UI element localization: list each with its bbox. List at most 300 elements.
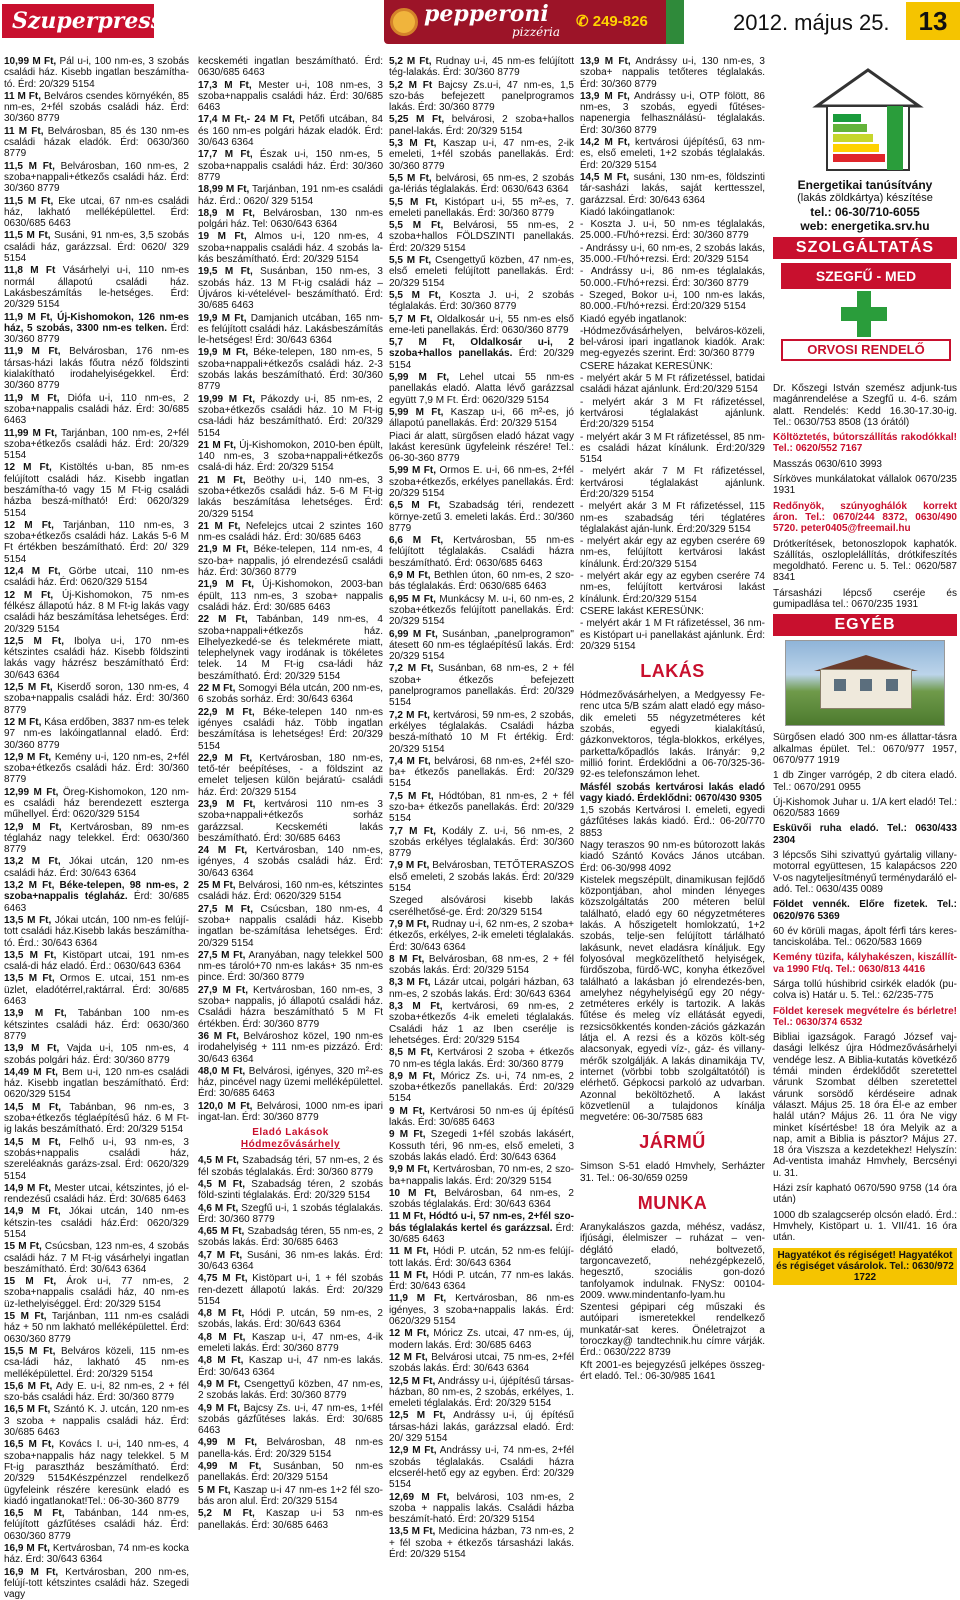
ad-text: Belvárosban, 176 nm-es társas-házi lakás főutra néző földszinti kialakítható irodahelyiségekkel. Érd: 30/360 8779 (4, 346, 190, 392)
classified-ad (389, 756, 574, 790)
ad-price: 48,0 M Ft, (198, 1065, 246, 1077)
ad-price: 9,9 M Ft, (389, 1164, 430, 1176)
ad-text: Kertvárosi 2 szoba + étkezős 70 nm-es tégla lakás. Érd: 30/360 8779 (389, 1047, 574, 1070)
ad-price: 9 M Ft, (389, 1129, 426, 1141)
ad-text: Belvárosban, TETŐTERASZOS első emeleti, 2 szobás lakás. Érd: 20/329 5154 (389, 860, 574, 895)
classified-ad (580, 618, 765, 652)
classified-ad (4, 636, 189, 681)
ad-text: Rudnay u-i, 45 nm-es felújított tég-lalakás. Érd: 30/360 8779 (389, 56, 574, 79)
ad-text: Új-Kishomokon, 2003-ban épült, 113 nm-es, 3 szoba+ nappalis családi ház. Érd: 30/685 6463 (198, 579, 383, 613)
classified-ad (198, 985, 383, 1030)
classified-ad (198, 149, 383, 183)
ad-text: Kovács I. u-i, 140 nm-es, 4 szoba+nappalis ház nagy telekkel. 5 M Ft-ig parasztház beszámítható. Érd: 20/329 5154Készpénzzel rendelkező ügyfeleink részére keresünk eladó es kiadó ingatlanokat!Tel.: 06-30-360 8779 (4, 1439, 189, 1507)
ad-text: Béke-telepen, 114 nm-es, 4 szo-ba+ nappalis, jó elrendezésű családi ház. Érd: 30/360 8779 (198, 544, 383, 579)
classified-ad (198, 114, 383, 148)
ad-price: 7,5 M Ft, (389, 790, 434, 802)
banner-phone: ✆ 249-826 (576, 13, 648, 30)
ad-text: Mester utcai, kétszintes, jó el-rendezésű családi ház. Érd: 30/685 6463 (4, 1182, 189, 1206)
ad-text: Szabadság téren, 55 nm-es, 2 szobás lakás. Érd: 30/685 6463 (198, 1226, 384, 1249)
classified-ad (4, 1381, 189, 1404)
ad-price: 16,9 M Ft, (4, 1543, 50, 1554)
ad-foldet: Földet vennék. Előre fizetek. Tel.: 0620/976 5369 (773, 899, 957, 922)
classified-ad (389, 407, 574, 430)
banner-decoration (666, 0, 684, 44)
classified-ad (4, 1043, 189, 1066)
ad-jarmu-simson: Simson S-51 eladó Hmvhely, Serházter 31. Tel.: 06-30/659 0259 (580, 1161, 765, 1184)
ad-text: Tarjánban, 100 nm-es, 2+fél szoba+étkezős családi ház. Érd: 20/329 5154 (4, 427, 190, 462)
ad-price: 15,5 M Ft, (4, 1345, 56, 1357)
ad-text: Petőfi utcában, 84 és 160 nm-es polgári házak eladók. Érd: 30/643 6364 (198, 114, 383, 149)
ad-price: 11 M Ft, (389, 1269, 429, 1281)
classified-ad (580, 172, 765, 206)
ad-price: 12,5 M Ft, (389, 1375, 436, 1387)
ad-text: Bem u-i, 120 nm-es családi ház. Kisebb ingatlan beszámítható. Érd: 0620/329 5154 (4, 1066, 189, 1101)
ad-price: 23,9 M Ft, (198, 799, 256, 810)
classified-ad (4, 312, 189, 346)
ad-text: Rudnay u-i, 62 nm-es, 2 szoba+ étkezős, erkélyes, 2-ik emeleti téglalakás. Érd: 30/643 6364 (389, 918, 574, 953)
classified-ad (198, 1355, 383, 1378)
ad-text: Nefelejcs utcai 2 szintes 160 nm-es családi ház. Érd: 30/685 6463 (198, 520, 384, 544)
classified-ad (389, 710, 574, 755)
classified-ad (4, 230, 189, 264)
ad-text: - Szeged, Bokor u-i, 100 nm-es lakás, 80.000.-Ft/hó+rezsi. Érd:20/329 5154 (580, 289, 765, 313)
ad-price: 8,3 M Ft, (389, 1001, 443, 1013)
classified-ad (198, 614, 383, 682)
ad-text: - melyért akár 3 M Ft ráfizetéssel, kertvárosi téglalakást ajánlunk. Érd:20/329 5154 (580, 396, 765, 431)
ad-text: Kodály Z. u-i, 56 nm-es, 2 szobás erkélyes téglalakás. Érd: 30/360 8779 (389, 825, 574, 860)
ad-price: 7,9 M Ft, (389, 918, 430, 930)
classified-ad (198, 1250, 383, 1273)
ad-text: Érd: 30/685 6463 (389, 1222, 574, 1245)
ad-price: 6,6 M Ft, (389, 535, 444, 547)
classified-ad (580, 536, 765, 570)
ad-text: Munkácsy M. u-i, 60 nm-es, 2 szoba+étkezős felújított panellakás. Érd: 20/329 5154 (389, 593, 574, 628)
classified-ad (580, 91, 765, 136)
ad-text: Kertvárosi 50 nm-es új építésű lakás. Érd: 30/685 6463 (389, 1105, 574, 1129)
ad-text: Hódtóban, 81 nm-es, 2 + fél szo-ba+ étkezős panellakás. Érd: 20/329 5154 (389, 790, 574, 825)
ad-masszas: Masszás 0630/610 3993 (773, 458, 882, 470)
classified-ad (198, 683, 383, 706)
classified-ad (580, 314, 765, 325)
ad-text: Érd: 20/329 5154 (389, 348, 574, 371)
ad-price: 5,2 M Ft, (389, 56, 432, 67)
ad-price: 7,7 M Ft, (389, 825, 436, 837)
classified-ad (389, 1211, 574, 1245)
ad-price: 15 M Ft, (4, 1241, 42, 1253)
classified-ad (389, 56, 574, 79)
ad-munka-gepipari: Szentesi gépipari cég műszaki és autóipari ismeretekkel rendelkező munkatár-sat keres. Önéletrajzot a toroczkay@ tandtechnik.hu címre várják. Érd.: 0630/222 8739 (580, 1302, 765, 1359)
ad-price: 5,5 M Ft, (389, 255, 432, 267)
classified-ad (4, 126, 189, 160)
ad-text: Kaszap u-i, 47 nm-es, 2-ik emeleti, 1+fél szobás panellakás. Érd: 30/360 8779 (389, 138, 574, 172)
ad-text: Kistöltés u-ban, 85 nm-es felújított családi ház. Kisebb ingatlan beszámítha-tó vagy 15 M Ft-ig családi házba beszá-mítható! Érd: 0620/329 5154 (4, 462, 189, 519)
ad-text: Belvárosban, 85 és 130 nm-es családi házak eladók. Érd: 0630/360 8779 (4, 125, 189, 160)
classified-ad (4, 1543, 189, 1566)
classified-ad (389, 500, 574, 534)
classified-ad (4, 1008, 189, 1042)
ad-text: Belvárosban, 130 nm-es polgári ház. Tel: 0630/643 6364 (198, 207, 383, 231)
ad-text: Móricz Zs. utcai, 47 nm-es, új, modern lakás. Érd: 30/685 6463 (389, 1328, 574, 1351)
classified-ad (4, 1241, 189, 1275)
ad-cserep: 1000 db szalagcserép olcsón eladó. Érd.: Hmvhely, Kistöpart u. 1. VII/41. 16 óra után. (773, 1209, 957, 1244)
classified-ad (389, 80, 574, 114)
ad-text: Kertvárosban, 55 nm-es felújított téglalakás. Családi házra beszámítható. Érd: 0630/685 6463 (389, 535, 574, 569)
ad-text: Kiadó lakóingatlanok: (580, 206, 676, 218)
ad-text: Andrássy u-i, újépítésű társas-házban, 80 nm-es, 2 szobás, erkélyes, 1. emeleti téglalakás. Érd: 20/329 5154 (389, 1375, 574, 1410)
classified-ad (580, 56, 765, 90)
energy-house-icon (813, 66, 923, 174)
ad-zinger: 1 db Zinger varrógép, 2 db citera eladó. Tel.: 0670/291 0955 (773, 770, 957, 793)
ad-text: Tabánban, 149 nm-es, 4 szoba+nappali+étkezős ház. Elhelyezkedé-se és telekmérete miatt, telephelynek vagy irodának is tökéletes telek. 14 M Ft-ig csa-ládi ház beszámítható. Érd: 20/329 5154 (198, 614, 383, 682)
section-heading-eladó-lakasok: Eladó Lakások Hódmezővásárhely (240, 1127, 341, 1151)
classified-ad (198, 184, 383, 207)
ad-text: Beöthy u-i, 140 nm-es, 3 szoba+étkezős családi ház. 5-6 M Ft-ig lakás beszámítása lehetséges. Érd: 20/329 5154 (198, 474, 383, 520)
ad-text: Tabánban, 144 nm-es, felújított gázfűtéses családi ház. Érd: 0630/360 8779 (4, 1508, 189, 1542)
classified-ad (198, 1332, 383, 1355)
ad-lakas-kistelek: Kistelek megszépült, dinamikusan fejlődő központjában, ahol minden lényeges közszolgáltatás 200 méteren belül található, eladó egy 60 négyzetméteres lakás. A hőszigetelt homlokzatú, 1+2 szobás, telje-sen felújított tárlálható lakásunk, nevet eladásra kínáljuk. Egy folyosóval megközelíthető helyiségek, fürdőszoba, fürdő-WC, konyha étkezővel található a lakásban jó elrendezés-ben, amelyhez négyhelyiségű egy 20 négy-zetméteres erkély is tartozik. A lakás fűtése és meleg víz ellátását egyedi, rezsicsökkentés konden-zációs gázkazán látja el. A rezsi és a közös költ-ség alacsonyak, egyedi víz-, gáz- és villany-mérők szolgálják. A lakás dinamikája TV, internet (vörbbi tobb szolgáltatótól) is elérhető. Gépkocsi parkoló az udvarban. Azonnal beköltözhető. A lakást közvetlenül a tulajdonos kínálja megvetére: 06-30/7585 683 (580, 874, 765, 1124)
ad-text: kertvárosi újépítésű, 63 nm-es, első emeleti, 1+2 szobás téglalakás. Érd: 20/329 5154 (580, 137, 765, 171)
ad-price: 10,99 M Ft, (4, 56, 57, 67)
classified-ad (4, 1567, 189, 1600)
ad-text: Csengettyű közben, 47 nm-es, első emeleti felújított panellakás. Érd: 20/329 5154 (389, 255, 574, 289)
classified-ad (4, 787, 189, 821)
ad-price: 4,9 M Ft, (198, 1378, 241, 1390)
section-heading-szolgaltatas: SZOLGÁLTATÁS (773, 237, 957, 259)
ad-text: Belvárosi, 1000 nm-es ipari ingat-lan. Érd: 30/360 8779 (198, 1100, 383, 1124)
ad-text: Belvárosi, 55 nm-es, 2 szoba+hallos FÖLDSZINTI panellakás. Érd: 20/329 5154 (389, 220, 574, 254)
ad-lakas-kertvarosi: Másfél szobás kertvárosi lakás eladó vagy kiadó. Érdeklődni: 0670/430 9305 (580, 781, 765, 804)
ad-price: 4,8 M Ft, (198, 1331, 246, 1343)
classified-ad (580, 326, 765, 360)
ad-text: - melyért akár 3 M Ft ráfizetéssel, 85 nm-es családi házat kínálunk. Érd:20/329 5154 (580, 431, 765, 466)
ad-redony: Redőnyök, szúnyoghálók korrekt áron. Tel.: 0670/244 8372, 0630/490 5720. peter0405@freemail.hu (773, 500, 957, 535)
ad-price: 22,9 M Ft, (198, 706, 255, 718)
ad-hagyatek: Hagyatékot és régiséget! Hagyatékot és régiséget vásárolok. Tel.: 0630/972 1722 (773, 1248, 957, 1286)
section-heading-munka: MUNKA (637, 1193, 708, 1214)
ad-price: 4,5 M Ft, (198, 1155, 239, 1167)
ad-price: 14,5 M Ft, (580, 171, 630, 183)
ad-price: 12,9 M Ft, (4, 821, 62, 833)
ad-text: Almos u-i, 120 nm-es, 4 szoba+nappalis családi ház. 4 szobás la-kás beszámítható. Érd: 20/329 5154 (198, 231, 383, 266)
banner-sub: pizzéria (512, 25, 560, 39)
ad-text: Kása erdőben, 3837 nm-es telek 97 nm-es lakóingatlannal eladó. Érd: 30/360 8779 (4, 716, 189, 751)
energy-phone: tel.: 06-30/710-6055 (810, 205, 920, 219)
classified-ad (389, 1106, 574, 1129)
classified-ad (198, 1226, 383, 1249)
classified-ad (198, 707, 383, 752)
classified-ad (389, 465, 574, 499)
ad-tars: 60 év körüli magas, ápolt férfi társ keres-tanciskolába. Tel.: 0620/583 1669 (773, 925, 957, 949)
ad-price: 7,4 M Ft, (389, 755, 431, 767)
classified-ad (198, 880, 383, 903)
ad-price: 14,5 M Ft, (4, 1101, 62, 1113)
ad-price: 12 M Ft, (4, 462, 52, 474)
classified-ad (198, 394, 383, 439)
ad-text: Kertvárosban, 200 nm-es, felújí-tott kétszintes családi ház. Szegedi vagy (4, 1566, 189, 1600)
classified-ad (580, 361, 765, 372)
ad-price: 16,5 M Ft, (4, 1439, 54, 1451)
ad-text: Susánban, „panelprogramon" átesett 60 nm-es téglaépítésű lakás. Érd: 20/329 5154 (389, 628, 574, 663)
ad-price: 120,0 M Ft, (198, 1100, 253, 1112)
ad-price: 12,9 M Ft, (389, 1445, 437, 1457)
ad-price: 11,99 M Ft, (4, 427, 58, 439)
classified-ad (580, 397, 765, 431)
ad-text: Kemény u-i, 120 nm-es, 2+fél szoba+étkezős családi ház. Érd: 30/360 8779 (4, 751, 189, 786)
ad-text: Ibolya u-i, 170 nm-es kétszintes családi ház. Kisebb földszinti lakás vagy házrész beszámítható Érd: 30/643 6364 (4, 635, 189, 681)
ad-text: Andrássy u-i, 74 nm-es, 2+fél szobás téglalakás. Családi házra elcserél-hető egy az egyben. Érd: 20/329 5154 (389, 1445, 574, 1491)
ad-price: 12,69 M Ft, (389, 1491, 450, 1503)
classified-ad (4, 1404, 189, 1438)
ad-price: 6,99 M Ft, (389, 628, 438, 640)
ad-price: 27,9 M Ft, (198, 984, 248, 996)
ad-price: 5,7 M Ft, (389, 313, 433, 325)
ad-text: Vajda u-i, 105 nm-es, 4 szobás polgári ház. Érd: 30/360 8779 (4, 1043, 189, 1066)
ad-allattartas: Sürgősen eladó 300 nm-es állattar-tásra alkalmas épület. Tel.: 0670/977 1957, 0670/977 1919 (773, 732, 957, 766)
ad-price: 13,5 M Ft, (389, 1526, 436, 1538)
ad-text: Susánban, 68 nm-es, 2 + fél szoba+ étkezős befejezett panelprogramos panellakás. Érd: 20/329 5154 (389, 663, 574, 709)
column-4 (580, 56, 765, 1382)
classified-ad (4, 880, 189, 914)
ad-price: 12,99 M Ft, (4, 786, 59, 798)
classified-ad (198, 1031, 383, 1065)
ad-text: Oldalkosár u-i, 55 nm-es első eme-leti panellakás. Érd: 0630/360 8779 (389, 313, 574, 336)
column-5 (773, 58, 957, 1328)
ad-text: Aranyában, nagy telekkel 500 nm-es tároló+70 nm-es lakás+ 35 nm-es pince. Érd: 30/360 8779 (198, 949, 383, 984)
ad-price: 13,5 M Ft, (4, 973, 55, 985)
ad-price: 22 M Ft, (198, 683, 236, 695)
classified-ad (389, 1376, 574, 1410)
classified-ad (4, 196, 189, 230)
classified-ad (198, 1437, 383, 1460)
ad-price: 14,2 M Ft, (580, 137, 630, 149)
house-photo (785, 640, 945, 726)
ad-lakas-kiado: 1,5 szobás Kertvárosi I. emeleti, egyedi gázfűtéses lakás kiadó. Érd.: 06-20/770 8853 (580, 805, 765, 839)
ad-text: Piaci ár alatt, sürgősen eladó házat vagy lakást keresünk ügyfeleink részére! Tel.: 06-30-360 8779 (389, 430, 574, 465)
ad-text: belvárosi, 2 szoba+hallos panel-lakás. Érd: 20/329 5154 (389, 114, 574, 137)
ad-price: 12,5 M Ft, (4, 682, 53, 694)
ad-text: Belvárosban, 160 nm-es, 2 szoba+nappali+étkezős családi ház. Érd: 30/360 8779 (4, 160, 190, 195)
classified-ad (4, 856, 189, 879)
ad-text: Észak u-i, 150 nm-es, 5 szoba+nappalis családi ház. Érd: 30/360 8779 (198, 149, 383, 183)
ad-munka-kft: Kft 2001-es bejegyzésű jelképes összeg-ért eladó. Tel.: 06-30/985 1641 (580, 1359, 765, 1382)
ad-text: Árok u-i, 77 nm-es, 2 szoba+nappalis családi ház, 40 nm-es üz-lethelyiséggel. Érd: 20/329 5154 (4, 1276, 189, 1310)
classified-ad (389, 1293, 574, 1327)
classified-ad (198, 1101, 383, 1124)
classified-ad (389, 1526, 574, 1560)
classified-ad (198, 1066, 383, 1100)
ad-text: Belvárosi, 160 nm-es, kétszintes családi ház. Érd: 0620/329 5154 (198, 880, 383, 903)
ad-biblia: Bibliai igazságok. Faragó József vaj-dasági lelkész újra Hódmezővásárhelyi vendége lesz. A Biblia-kutatás követkéző témái minden érdeklődőt szeretettel várunk Szombat délben szeretettel várunk sorsödő kérdéseire adnak választ. Május 25. 18 óra Él-e az ember halál után? Május 26. 11 óra Ne vigy minket kísértésbe! 18 óra Melyik az a nap, amit a Biblia is pásztor? Május 27. 18 óra Viszsza a kezdetekhez! Helyszín: Ad-ventista imaház Hmvhely, Bercsényi u. 31. (773, 1032, 957, 1179)
ad-text: Kertvárosban, 160 nm-es, 3 szoba+ nappalis, jó állapotú családi ház. Családi házra beszámítható 5 M Ft értékben. Érd: 30/360 8779 (198, 984, 383, 1030)
ad-text: Ormos E. u-i, 66 nm-es, 2+fél szoba+étkezős, erkélyes panellakás. Érd: 20/329 5154 (389, 465, 574, 499)
ad-price: 12 M Ft, (389, 1328, 430, 1340)
ad-munka-tanfolyam: Aranykalászos gazda, méhész, vadász, ifjúsági, élelmiszer – ruházat – ven-déglátó eladó, boltvezető, targoncavezető, nehézgépkezelő, hegesztő, szociális gon-dozó tanfolyamok indulnak. FNySz: 00104-2009. www.mindentanfo-lyam.hu (580, 1222, 765, 1301)
ad-text: Vásárhelyi u-i, 110 nm-es normál állapotú családi ház. Lakásbeszámítás le-hetséges. Érd: 20/329 5154 (4, 265, 189, 311)
ad-text: Kaszap u-i, 66 m²-es, jó állapotú panellakás. Érd: 20/329 5154 (389, 406, 574, 430)
ad-price: 5,5 M Ft, (389, 172, 432, 184)
classified-ad (198, 1508, 383, 1531)
ad-price: 27,5 M Ft, (198, 903, 253, 915)
ad-text: kertvárosi 110 nm-es 3 szoba+nappali+étkezős sorház garázzsal. Kecskeméti lakás beszámítható. Érd: 30/685 6463 (198, 799, 383, 844)
classified-ad (198, 347, 383, 392)
classified-ad (389, 895, 574, 918)
classified-ad (580, 207, 765, 218)
ad-text: Kertvárosban, 74 nm-es kocka ház. Érd: 30/643 6364 (4, 1543, 189, 1566)
ad-text: Lehel utcai 55 nm-es panellakás eladó. Alatta lévő garázzsal együtt 7,9 M Ft. Érd: 0620/329 5154 (389, 372, 574, 406)
ad-text: Hódi P. utcán, 59 nm-es, 2 szobás, lakás. Érd: 30/643 6364 (198, 1308, 383, 1331)
ad-szivattyu: 3 lépcsős Sihi szivattyú gyártalig villany-motorral együttesen, 15 kalapácsos 220 V-os nagyteljesítményű terménydaráló el-adó. Tel.: 0630/435 0089 (773, 850, 957, 895)
ad-price: 8,5 M Ft, (389, 1047, 433, 1059)
ad-price: 11,9 M Ft, (4, 346, 61, 358)
ad-price: 8 M Ft, (389, 953, 425, 965)
classified-ad (4, 56, 189, 90)
classified-ad (389, 1246, 574, 1269)
classified-ad (389, 255, 574, 289)
ad-text: Szabadság téren, 2 szobás föld-szinti téglalakás. Érd: 20/329 5154 (198, 1178, 383, 1202)
ad-price: 19 M Ft, (198, 231, 247, 243)
ad-text: Koszta J. u-i, 2 szobás téglalakás. Érd: 30/360 8779 (389, 289, 574, 313)
ad-price: 12 M Ft, (4, 589, 54, 601)
ad-price: 14,9 M Ft, (4, 1206, 61, 1218)
ad-text: Kertvárosban, 86 nm-es igényes, 3 szoba+nappalis lakás. Érd: 0620/329 5154 (389, 1293, 575, 1328)
classified-ad (4, 1439, 189, 1507)
ad-text: Új-Kishomokon, 2010-ben épült, 140 nm-es, 3 szoba+nappali+étkezős csalá-di ház. Érd: 20/329 5154 (198, 439, 383, 474)
szuperpress-logo: Szuperpress (2, 4, 154, 38)
classified-ad (389, 594, 574, 628)
ad-price: 4,8 M Ft, (198, 1308, 245, 1320)
section-heading-jarmu: JÁRMŰ (639, 1132, 706, 1153)
classified-ad (389, 314, 574, 337)
ad-text: susáni, 130 nm-es, földszinti tár-sasházi lakás, saját kerttesszel, garázzsal. Érd: 30/643 6364 (580, 171, 765, 206)
ad-drotkerites: Drótkerítések, betonoszlopok kaphatók. Szállítás, oszloplelállítás, drótkifeszítés megoldható. Ferenc u. 5. Tel.: 0620/587 8341 (773, 538, 957, 584)
ad-price: 15 M Ft, (4, 1311, 47, 1323)
ad-price: 12 M Ft, (4, 519, 54, 531)
ad-text: Kaszap u-i, 47 nm-es lakás. Érd: 30/643 6364 (198, 1355, 383, 1378)
classified-ad (4, 428, 189, 462)
ad-price: 11 M Ft, (4, 125, 44, 137)
classified-ad (4, 1206, 189, 1240)
ad-price: 19,9 M Ft, (198, 312, 247, 324)
classified-ad (4, 1311, 189, 1345)
orvosi-rendelo-label: ORVOSI RENDELŐ (781, 339, 951, 361)
section-heading-egyeb: EGYÉB (773, 614, 957, 636)
ad-price: 6,95 M Ft, (389, 593, 436, 605)
page-header (0, 0, 960, 44)
classified-ad (389, 1071, 574, 1105)
ad-price: 4,65 M Ft, (198, 1226, 245, 1238)
ad-price: 4,7 M Ft, (198, 1249, 243, 1261)
ad-price: 13,2 M Ft, (4, 856, 61, 868)
classified-ad (4, 393, 189, 427)
classified-ad (389, 826, 574, 860)
ad-price: 18,99 M Ft, (198, 184, 250, 196)
classified-ad (4, 1346, 189, 1380)
classified-ad (389, 1270, 574, 1293)
ad-koltoztetes: Költöztetés, bútorszállítás rakodókkal! Tel.: 0620/552 7167 (773, 432, 957, 455)
ad-text: Belvárosi, igényes, 320 m²-es ház, pincével nagy üzemi melléképülettel. Érd: 30/685 6463 (198, 1065, 383, 1100)
classified-ad (389, 337, 574, 371)
ad-text: Bajcsy Zs. u-i, 47 nm-es, 1+fél szobás gázfűtéses lakás. Érd: 30/685 6463 (198, 1402, 383, 1437)
ad-price: 5,7 M Ft, Oldalkosár u-i, 2 szoba+hallos panellakás. (389, 337, 574, 360)
ad-price: 11,9 M Ft, Új-Kishomokon, 126 nm-es ház, 5 szobás, 3300 nm-es telken. (4, 311, 189, 334)
ad-text: Pákozdy u-i, 85 nm-es, 2 szoba+étkezős családi ház. 10 M Ft-ig csa-ládi ház beszámítható. Érd: 20/329 5154 (198, 393, 383, 439)
classified-ad (198, 544, 383, 578)
classified-ad (4, 915, 189, 949)
ad-text: CSERE lakást KERESÜNK: (580, 605, 704, 617)
ad-text: - melyért akár egy az egyben cserére 74 nm-es, felújított kertvárosi lakást kínálunk. Érd:20/329 5154 (580, 571, 765, 605)
ad-price: 13,9 M Ft, (580, 90, 630, 102)
ad-price: 4,6 M Ft, (198, 1202, 239, 1214)
classified-ad (389, 431, 574, 465)
medical-cross-icon (841, 291, 887, 337)
ad-price: 6,5 M Ft, (389, 500, 441, 512)
ad-text: Kiserdő soron, 130 nm-es, 4 szoba+nappalis családi ház. Érd: 30/360 8779 (4, 682, 189, 716)
classified-ad (198, 475, 383, 520)
ad-csirke: Sárga tollú húshibrid csirkék eladók (pu-colva is) Határ u. 5. Tel.: 62/235-775 (773, 978, 957, 1002)
ad-text: - melyért akár egy az egyben cserére 69 nm-es, felújított kertvárosi lakást kínálunk. Érd:20/329 5154 (580, 536, 765, 570)
classified-ad (4, 1276, 189, 1310)
ad-text: Kaszap u-i 53 nm-es panellakás. Érd: 30/685 6463 (198, 1508, 383, 1531)
classified-ad (389, 1047, 574, 1070)
ad-price: 13,9 M Ft, (4, 1043, 60, 1055)
szegfu-med-ad (773, 263, 957, 379)
classified-ad (389, 1410, 574, 1444)
ad-text: Susánban, 150 nm-es, 3 szobás ház. 13 M Ft-ig családi ház – Újváros ki-vételével- beszámítható. Érd: 30/685 6463 (198, 266, 383, 312)
ad-text: Belvárosi utcai, 75 nm-es, 2+fél szobás lakás. Érd: 30/643 6364 (389, 1351, 574, 1375)
classified-ad (389, 290, 574, 313)
classified-ad (198, 799, 383, 844)
classified-ad (4, 265, 189, 310)
ad-price: 22,9 M Ft, (198, 752, 253, 764)
ad-text: Csengettyű közben, 47 nm-es, 2 szobás lakás. Érd: 30/360 8779 (198, 1378, 383, 1402)
ad-text: Kiadó egyéb ingatlanok: (580, 313, 687, 325)
ad-text: Kistópart u-i, 55 m²-es, 7. emeleti panellakás. Érd: 30/360 8779 (389, 196, 574, 219)
classified-ad (389, 197, 574, 220)
ad-price: 13,9 M Ft, (580, 56, 631, 67)
ad-price: 8,3 M Ft, (389, 977, 431, 989)
ad-text: Kistöpart u-i, 1 + fél szobás ren-dezett állapotú lakás. Érd: 20/329 5154 (198, 1273, 383, 1307)
ad-text: Bajcsy Zs.u-i, 47 nm-es, 1,5 szo-bás befejezett panelprogramos lakás. Érd: 30/360 8779 (389, 79, 574, 114)
classified-ad (4, 973, 189, 1007)
ad-text: Szabadság téri, 57 nm-es, 2 és fél szobás téglalakás. Érd: 30/360 8779 (198, 1155, 384, 1178)
ad-price: 5,25 M Ft, (389, 114, 445, 126)
classified-ad (389, 1492, 574, 1526)
classified-ad (389, 791, 574, 825)
classified-ad (4, 950, 189, 973)
ad-text: belvárosi, 68 nm-es, 2+fél szo-ba+ étkezős panellakás. Érd: 20/329 5154 (389, 755, 574, 790)
ad-price: 14,49 M Ft, (4, 1066, 58, 1078)
ad-price: 19,99 M Ft, (198, 393, 255, 405)
ad-text: Lázár utcai, polgári házban, 63 nm-es, 2 szobás lakás. Érd: 30/643 6364 (389, 977, 574, 1000)
ad-text: Ady E. u-i, 82 nm-es, 2 + fél szo-bás családi ház. Érd: 30/360 8779 (4, 1380, 189, 1404)
ad-price: 11 M Ft, Hódtó u-i, 57 nm-es, 2+fél szo-bás téglalakás kertel és garázzsal. (389, 1211, 574, 1234)
classified-ad (198, 1155, 383, 1178)
ad-price: 18,9 M Ft, (198, 207, 255, 219)
ad-text: Bethlen úton, 60 nm-es, 2 szo-bás téglalakás. Érd: 0630/685 6463 (389, 570, 574, 593)
energy-certificate-graphic (773, 58, 957, 176)
ad-price: 4,99 M Ft, (198, 1437, 258, 1449)
ad-price: 4,9 M Ft, (198, 1402, 240, 1414)
classified-ad (198, 1273, 383, 1307)
classified-ad (580, 137, 765, 171)
ad-text: Susánban, 50 nm-es panellakás. Érd: 20/329 5154 (198, 1461, 383, 1484)
ad-text: kertvárosi, 59 nm-es, 2 szobás, erkélyes téglalakás. Családi házba beszá-mítható 10 M Ft értékig. Érd: 20/329 5154 (389, 709, 574, 755)
classified-ad (389, 629, 574, 663)
ad-text: Szabadság téri, rendezett környe-zetű 3. emeleti lakás. Érd.: 30/360 8779 (389, 500, 574, 534)
ad-text: Kaszap u-i 47 nm-es 1+2 fél szo-bás aron alul. Érd: 20/329 5154 (198, 1484, 383, 1507)
classified-ad (198, 56, 383, 79)
classified-ad (4, 566, 189, 589)
